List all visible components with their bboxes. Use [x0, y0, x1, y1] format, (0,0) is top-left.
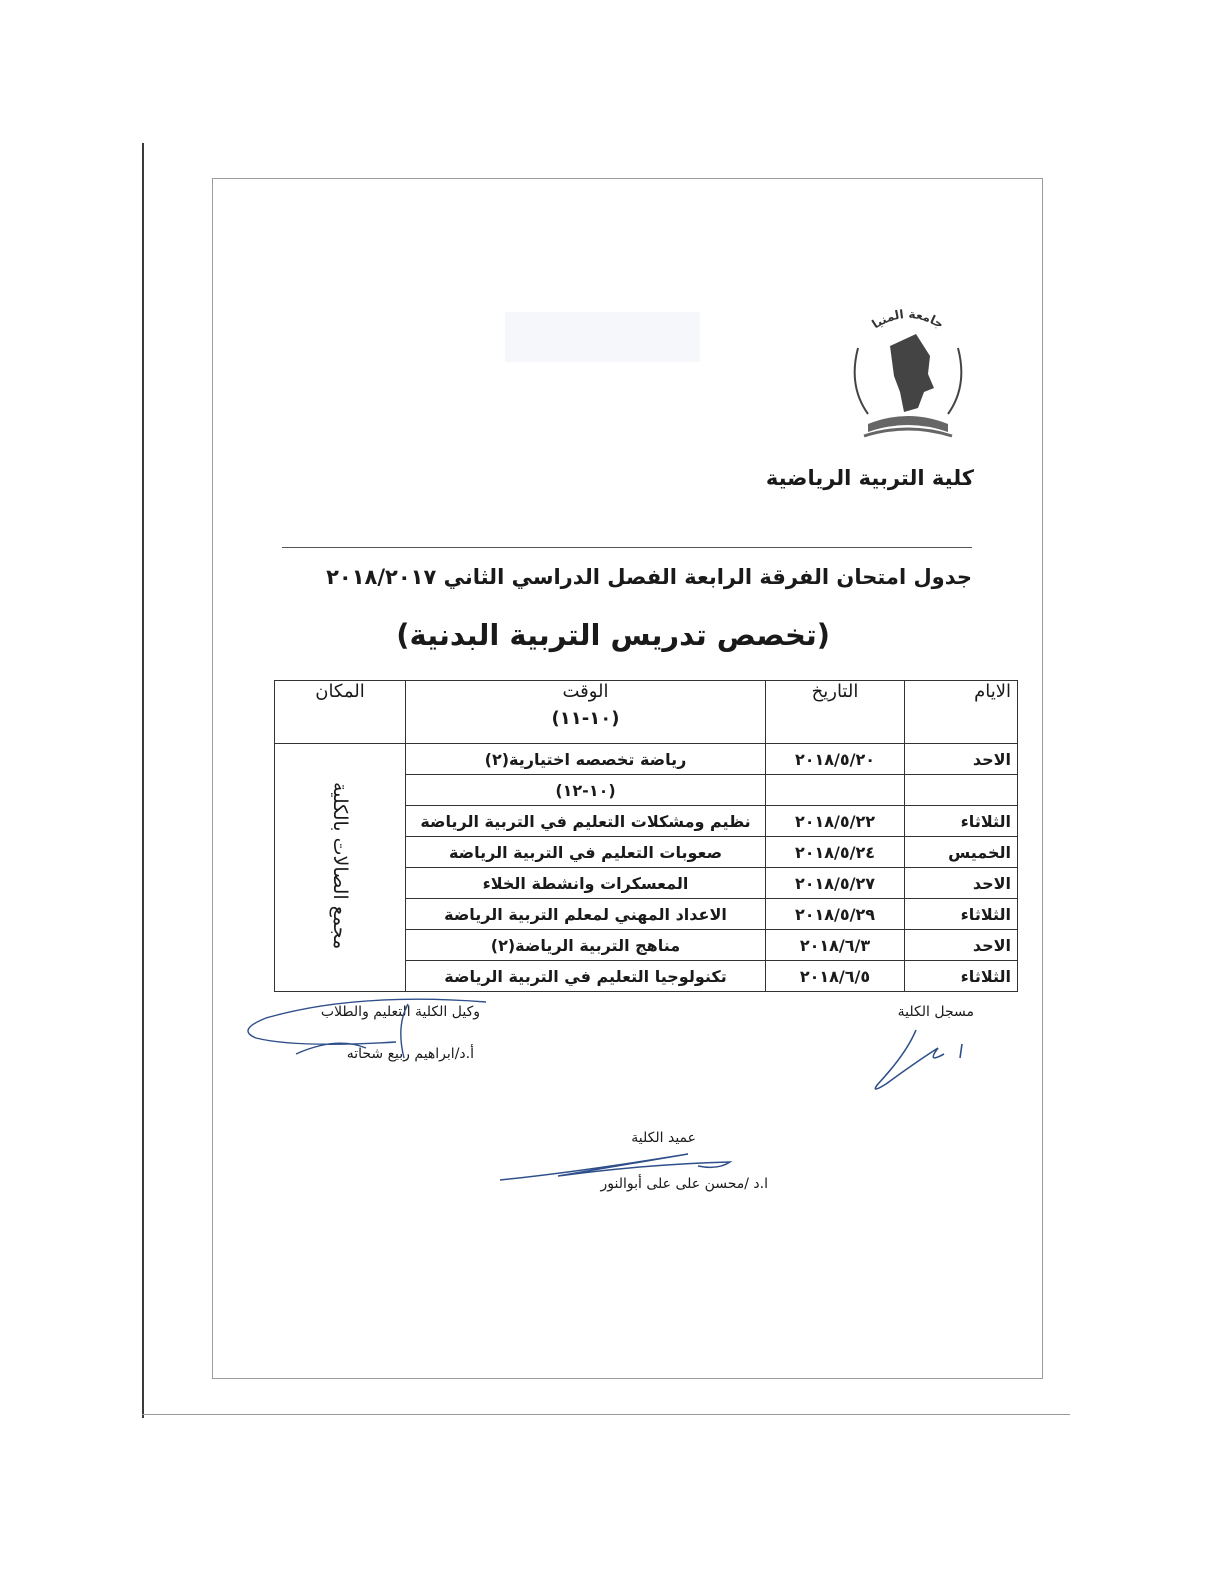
row-date: ٢٠١٨/٦/٣ — [766, 930, 905, 961]
time-range-first: (١٠-١١) — [551, 708, 620, 729]
row-day: الثلاثاء — [905, 961, 1018, 992]
row-day: الاحد — [905, 930, 1018, 961]
registrar-signature-block — [898, 1004, 974, 1020]
scan-edge-left — [142, 143, 144, 1418]
place-cell — [275, 744, 406, 992]
empty-day-cell — [905, 775, 1018, 806]
table-header-row — [275, 681, 1018, 744]
header-day: الايام — [905, 681, 1018, 744]
vice-dean-name: أ.د/ابراهيم ربيع شحاته — [346, 1046, 474, 1062]
header-divider — [282, 547, 972, 548]
scan-smudge — [505, 312, 700, 362]
scan-edge-bottom — [142, 1414, 1070, 1415]
schedule-subtitle: (تخصص تدريس التربية البدنية) — [396, 618, 830, 652]
header-date: التاريخ — [766, 681, 905, 744]
faculty-name: كلية التربية الرياضية — [765, 466, 974, 490]
header-time-label: الوقت — [562, 681, 609, 702]
header-time — [406, 681, 766, 744]
seal-text: جامعة المنيا — [869, 306, 947, 332]
university-seal-logo — [838, 296, 978, 446]
row-course: رياضة تخصصه اختيارية(٢) — [406, 744, 766, 775]
row-course: مناهج التربية الرياضة(٢) — [406, 930, 766, 961]
row-day: الثلاثاء — [905, 899, 1018, 930]
dean-title: عميد الكلية — [631, 1130, 696, 1146]
row-date: ٢٠١٨/٥/٢٤ — [766, 837, 905, 868]
row-day: الاحد — [905, 868, 1018, 899]
exam-schedule-table — [274, 680, 1018, 992]
dean-name: ا.د /محسن على على أبوالنور — [600, 1176, 768, 1192]
row-course: الاعداد المهني لمعلم التربية الرياضة — [406, 899, 766, 930]
row-date: ٢٠١٨/٥/٢٩ — [766, 899, 905, 930]
vice-dean-title: وكيل الكلية التعليم والطلاب — [320, 1004, 480, 1020]
dean-signature-icon — [498, 1146, 748, 1186]
row-day: الاحد — [905, 744, 1018, 775]
registrar-signature-icon — [866, 1024, 976, 1094]
empty-date-cell — [766, 775, 905, 806]
row-date: ٢٠١٨/٥/٢٠ — [766, 744, 905, 775]
schedule-title: جدول امتحان الفرقة الرابعة الفصل الدراسي الثاني ٢٠١٨/٢٠١٧ — [326, 565, 972, 589]
table-row — [275, 744, 1018, 775]
header-place: المكان — [275, 681, 406, 744]
row-day: الثلاثاء — [905, 806, 1018, 837]
row-course: نظيم ومشكلات التعليم في التربية الرياضة — [406, 806, 766, 837]
place-value: مجمع الصالات بالكلية — [329, 781, 351, 950]
time-range-second: (١٠-١٢) — [406, 775, 766, 806]
row-course: المعسكرات وانشطة الخلاء — [406, 868, 766, 899]
row-date: ٢٠١٨/٥/٢٢ — [766, 806, 905, 837]
vice-dean-signature-icon — [236, 996, 496, 1066]
registrar-title: مسجل الكلية — [897, 1004, 974, 1020]
row-date: ٢٠١٨/٦/٥ — [766, 961, 905, 992]
row-course: تكنولوجيا التعليم في التربية الرياضة — [406, 961, 766, 992]
svg-text:جامعة المنيا — [869, 307, 946, 332]
row-day: الخميس — [905, 837, 1018, 868]
row-course: صعوبات التعليم في التربية الرياضة — [406, 837, 766, 868]
row-date: ٢٠١٨/٥/٢٧ — [766, 868, 905, 899]
